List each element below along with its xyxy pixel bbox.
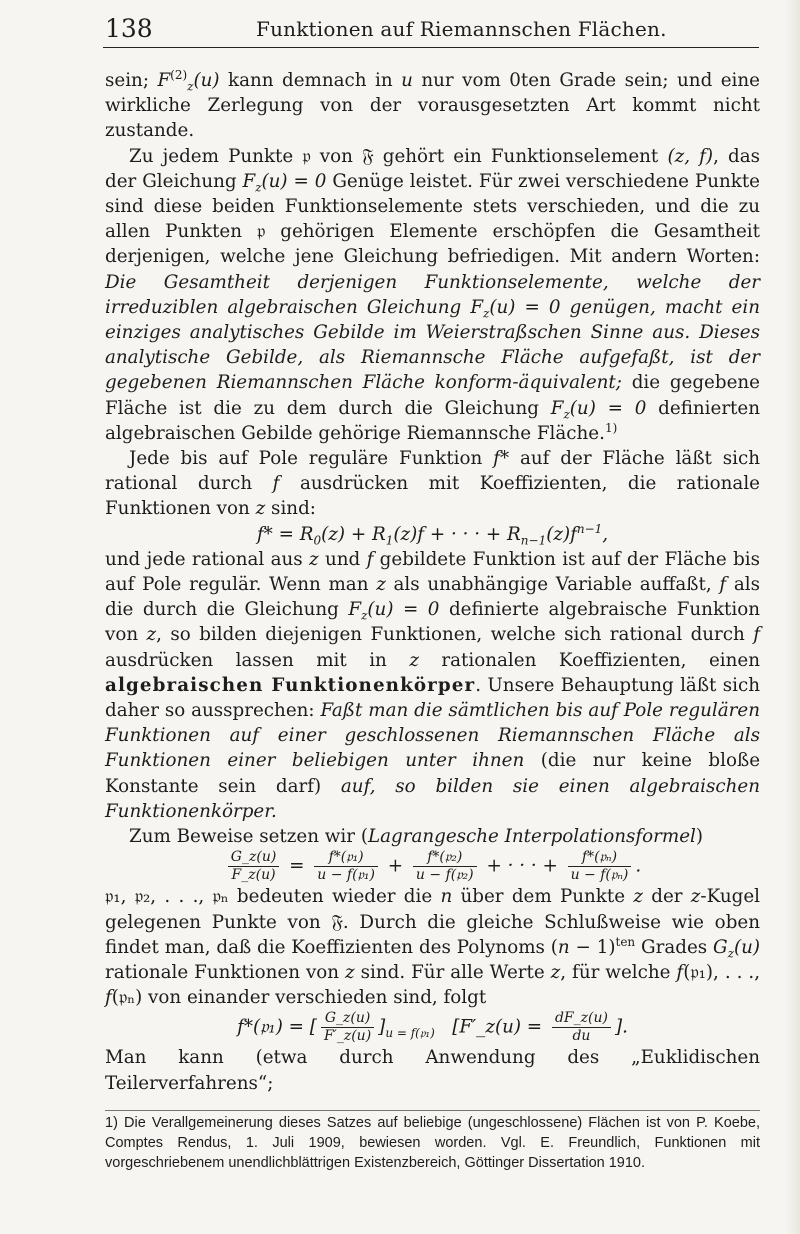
page-number: 138 — [105, 14, 153, 43]
paragraph-2: Zu jedem Punkte 𝔭 von 𝔉 gehört ein Funktionselement (z, f), das der Gleichung $F_z(u) = 0$ Genüge leistet. Für zwei verschiedene Punkte sind diese beiden Funktionselemente stets verschieden, und die zu allen Punkten 𝔭 gehörigen Elemente erschöpfen die Gesamtheit derjenigen, welche jene Gleichung befriedigen. Mit andern Worten: Die Gesamtheit derjenigen Funktionselemente, welche der irreduziblen algebraischen Gleichung $F_z(u) = 0$ genügen, macht ein einziges analytisches Gebilde im Weierstraßschen Sinne aus. Dieses analytische Gebilde, als Riemannsche Fläche aufgefaßt, ist der gegebenen Riemannschen Fläche konform-äquivalent; die gegebene Fläche ist die zu dem durch die Gleichung $F_z(u) = 0$ definierten algebraischen Gebilde gehörige Riemannsche Fläche.$^{1)}$ — [105, 145, 761, 444]
footnote — [105, 1113, 760, 1173]
header-rule — [103, 47, 759, 48]
theorem-statement: Die Gesamtheit derjenigen Funktionselemente, welche der irreduziblen algebraischen Gleichung $F_z(u) = 0$ genügen, macht ein einziges analytisches Gebilde im Weierstraßschen Sinne aus. Dieses analytische Gebilde, als Riemannsche Fläche aufgefaßt, ist der gegebenen Riemannschen Fläche konform-äquivalent; — [105, 271, 760, 394]
paragraph-6: 𝔭₁, 𝔭₂, . . ., 𝔭ₙ bedeuten wieder die n über dem Punkte z der z-Kugel gelegenen Punkte von 𝔉. Durch die gleiche Schlußweise wie oben findet man, daß die Koeffizienten des Polynoms $(n - 1)^{ten}$ Grades $G_z(u)$ rationale Funktionen von z sind. Für alle Werte z, für welche f(𝔭₁), . . ., f(𝔭ₙ) von einander verschieden sind, folgt — [105, 886, 760, 1009]
footnote-ref: 1) — [604, 420, 618, 435]
main-text — [105, 68, 760, 1096]
equation-coefficient: f*(𝔭₁) = [ $\frac{G\_z(u)}{F'\_z(u)}$ ]$_{u = f(𝔭_1)}$ [F′_z(u) = $\frac{dF\_z(u)}{du}$ ]. — [237, 1010, 628, 1045]
footnote-text: 1) Die Verallgemeinerung dieses Satzes auf beliebige (ungeschlossene) Flächen ist von P. Koebe, Comptes Rendus, 1. Juli 1909, bewiesen worden. Vgl. E. Freundlich, Funktionen mit vorgeschriebenem unendlichblättrigen Existenzbereich, Göttinger Dissertation 1910. — [105, 1115, 760, 1171]
paragraph-5: Zum Beweise setzen wir (Lagrangesche Interpolationsformel) — [129, 826, 704, 848]
page-edge — [786, 0, 800, 1234]
spaced-term: algebraischen Funktionenkörper — [105, 674, 476, 696]
paragraph-7: Man kann (etwa durch Anwendung des „Euklidischen Teilerverfahrens“; — [105, 1047, 760, 1094]
paragraph-1: sein; $F^{(2)}_z(u)$ kann demnach in u nur vom 0ten Grade sein; und eine wirkliche Zerlegung von der vorausgesetzten Art kommt nicht zustande. — [105, 67, 761, 142]
paragraph-3: Jede bis auf Pole reguläre Funktion f* auf der Fläche läßt sich rational durch f ausdrücken mit Koeffizienten, die rationale Funktionen von z sind: — [105, 448, 760, 520]
running-title: Funktionen auf Riemannschen Flächen. — [256, 17, 667, 41]
paragraph-4: und jede rational aus z und f gebildete Funktion ist auf der Fläche bis auf Pole regulär. Wenn man z als unabhängige Variable auffaßt, f als die durch die Gleichung $F_z(u) = 0$ definierte algebraische Funktion von z, so bilden diejenigen Funktionen, welche sich rational durch f ausdrücken lassen mit in z rationalen Koeffizienten, einen algebraischen Funktionenkörper. Unsere Behauptung läßt sich daher so aussprechen: Faßt man die sämtlichen bis auf Pole regulären Funktionen auf einer geschlossenen Riemannschen Fläche als Funktionen einer beliebigen unter ihnen (die nur keine bloße Konstante sein darf) auf, so bilden sie einen algebraischen Funktionenkörper. — [105, 548, 761, 822]
page-header — [103, 6, 759, 50]
equation-rational-representation: $f* = R_0(z) + R_1(z)f$ + · · · + $R_{n-1}(z)f^{n-1}$, — [256, 521, 609, 548]
footnote-rule — [105, 1110, 760, 1111]
equation-lagrange: $\frac{G\_z(u)}{F\_z(u)}$ = $\frac{\text{f*(𝔭₁)}}{\text{u − f(𝔭₁)}}$ + $\frac{\text{f*(𝔭₂)}}{\text{u − f(𝔭₂)}}$ + · · · + $\frac{\text{f*(𝔭ₙ)}}{\text{u − f(𝔭ₙ)}}$ . — [105, 849, 760, 884]
